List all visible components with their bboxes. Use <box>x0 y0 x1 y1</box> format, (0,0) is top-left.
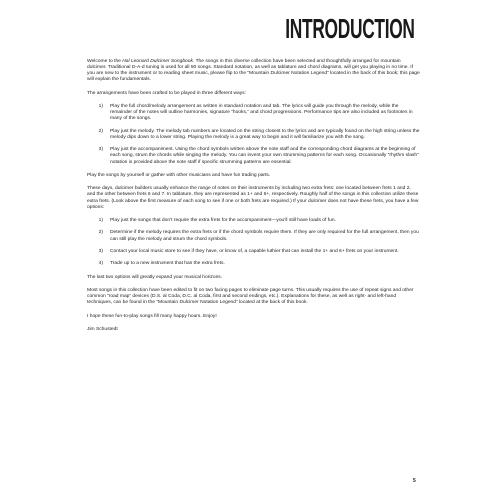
list-text: Trade up to a new instrument that has the extra frets. <box>110 261 225 267</box>
play-with-others-paragraph: Play the songs by yourself or gather with other musicians and have fun trading parts. <box>87 172 271 178</box>
extra-frets-paragraph: These days, dulcimer builders usually enhance the range of notes on their instruments by including two extra frets: one located between frets 1 and 2, and the other between frets 6 and 7. In tablature, they are represented as 1+ and 6+, respectively. Roughly half of the songs in this collection utilize these extra frets. (Look above the first measure of each song to see if one or both frets are required.) If your dulcimer does not have these frets, you have a few options: <box>87 186 419 210</box>
book-title: Hal Leonard Dulcimer Songbook <box>122 59 193 64</box>
intro-text-start: Welcome to the <box>87 59 123 64</box>
list-number: 3) <box>98 248 103 254</box>
page-turns-paragraph: Most songs in this collection have been edited to fit on two facing pages to eliminate page turns. This usually requires the use of repeat signs and other common “road map” devices (D.S. al Coda, D.C. al Coda, first and second endings, etc.). Explanations for these, as well as right- and left-hand techniques, can be found in the “Mountain Dulcimer Notation Legend” located at the back of this book. <box>87 288 414 306</box>
list-number: 2) <box>98 230 103 236</box>
intro-paragraph <box>87 59 420 84</box>
list-text: Play just the accompaniment. Using the chord symbols written above the note staff and the corresponding chord diagrams at the beginning of each song, strum the chords while singing the melody. You can invent your own strumming patterns for each song. Occasionally “rhythm slash” notation is provided above the note staff if specific strumming patterns are essential. <box>110 147 419 165</box>
ways-list <box>87 104 420 166</box>
list-item <box>87 249 420 255</box>
arrangements-intro: The arrangements have been crafted to be played in three different ways: <box>87 90 246 96</box>
list-text: Play the full chord/melody arrangement as written in standard notation and tab. The lyrics will guide you through the melody, while the remainder of the notes will outline harmonies, signature “hooks,” and chord progressions. Performance tips are also included as footnotes in many of the songs. <box>110 104 413 122</box>
list-number: 1) <box>98 104 103 110</box>
body-text <box>87 59 420 340</box>
list-item <box>87 218 420 224</box>
list-item <box>87 129 420 141</box>
list-number: 4) <box>98 261 103 267</box>
list-text: Contact your local music store to see if they have, or know of, a capable luthier that can install the 1+ and 6+ frets on your instrument. <box>110 248 399 254</box>
page-title: INTRODUCTION <box>285 13 415 44</box>
list-item <box>87 230 420 242</box>
list-text: Determine if the melody requires the extra frets or if the chord symbols require them. If they are only required for the full arrangement, then you can still play the melody and strum the chord symbols. <box>110 230 419 242</box>
enjoy-paragraph: I hope these fun-to-play songs fill many happy hours. Enjoy! <box>87 313 217 319</box>
list-number: 2) <box>98 128 103 134</box>
list-item <box>87 104 420 122</box>
list-number: 3) <box>98 147 103 153</box>
list-number: 1) <box>98 218 103 224</box>
page-number: 5 <box>413 478 416 484</box>
intro-text-rest: . The songs in this diverse collection have been selected and thoughtfully arranged for mountain dulcimer. Traditional D-A-d tuning is used for all 50 songs. Standard notation, as well as tablature and chord diagrams, will get you playing in no time. If you are new to the instrument or to reading sheet music, please flip to the “Mountain Dulcimer Notation Legend” located in the back of this book; this page will explain the fundamentals. <box>87 59 420 83</box>
list-item <box>87 261 420 267</box>
list-text: Play just the melody. The melody tab numbers are located on the string closest to the lyrics and are typically found on the high string unless the melody dips down to a lower string. Playing the melody is a great way to begin and it will familiarize you with the song. <box>110 128 420 140</box>
list-text: Play just the songs that don’t require the extra frets for the accompaniment—you’ll still have loads of fun. <box>110 218 336 224</box>
options-list <box>87 218 420 267</box>
last-two-paragraph: The last two options will greatly expand your musical horizons. <box>87 274 223 280</box>
author-signature: Jim Schustedt <box>87 327 118 332</box>
list-item <box>87 147 420 165</box>
